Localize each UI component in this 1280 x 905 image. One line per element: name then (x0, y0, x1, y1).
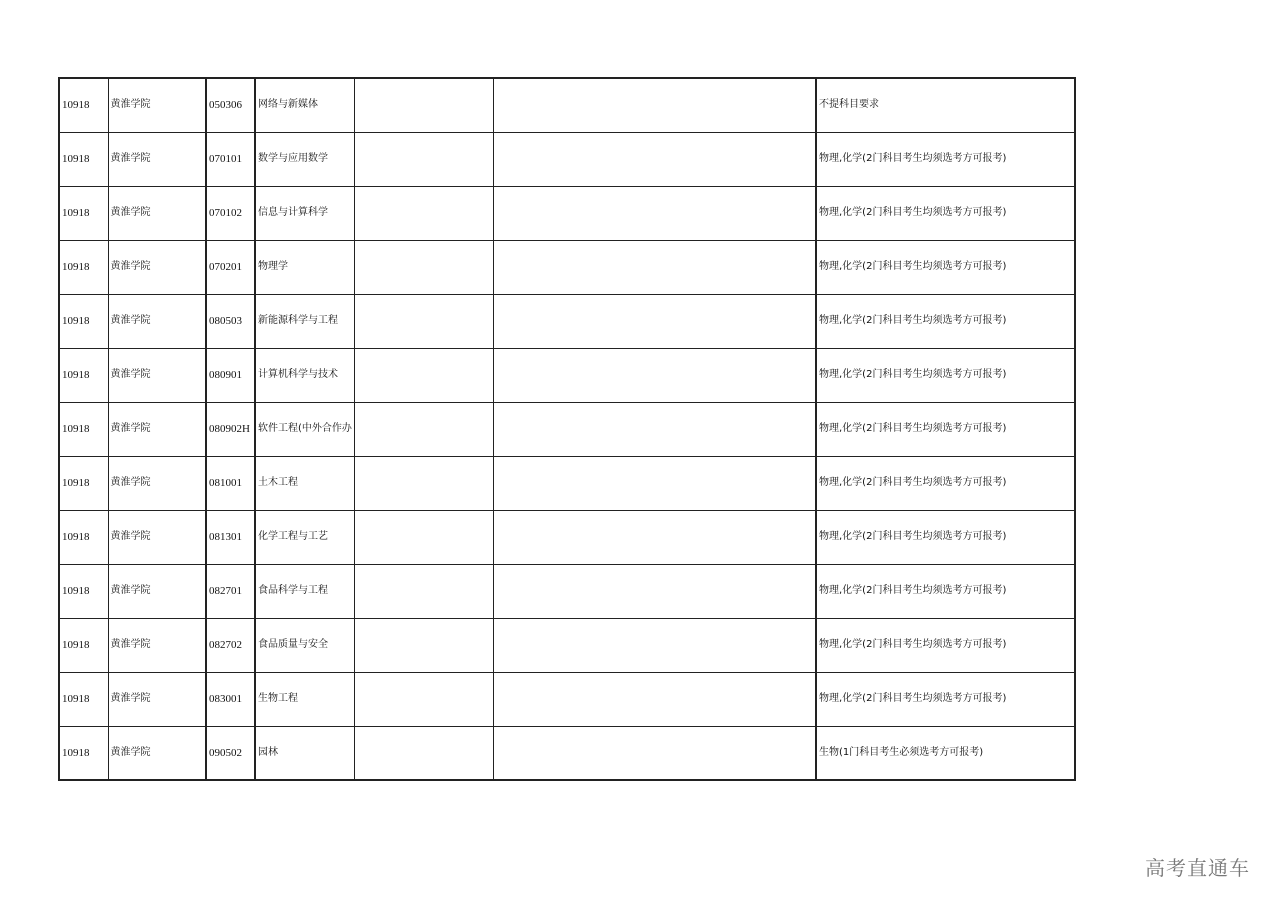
major-name-cell: 计算机科学与技术 (255, 348, 354, 402)
school-name-cell: 黄淮学院 (108, 456, 206, 510)
empty-cell (493, 672, 816, 726)
empty-cell (354, 78, 493, 132)
school-name-cell: 黄淮学院 (108, 402, 206, 456)
school-code-cell: 10918 (59, 348, 108, 402)
empty-cell (493, 348, 816, 402)
school-code-cell: 10918 (59, 564, 108, 618)
school-name-cell: 黄淮学院 (108, 672, 206, 726)
requirement-cell: 物理,化学(2门科目考生均须选考方可报考) (816, 132, 1075, 186)
school-name-cell: 黄淮学院 (108, 240, 206, 294)
school-code-cell: 10918 (59, 402, 108, 456)
requirement-cell: 物理,化学(2门科目考生均须选考方可报考) (816, 456, 1075, 510)
empty-cell (354, 564, 493, 618)
school-code-cell: 10918 (59, 672, 108, 726)
major-code-cell: 082701 (206, 564, 255, 618)
table-row (59, 402, 1075, 456)
table-row (59, 240, 1075, 294)
empty-cell (354, 726, 493, 780)
empty-cell (354, 510, 493, 564)
major-code-cell: 050306 (206, 78, 255, 132)
requirement-cell: 物理,化学(2门科目考生均须选考方可报考) (816, 510, 1075, 564)
table-row (59, 348, 1075, 402)
requirement-cell: 物理,化学(2门科目考生均须选考方可报考) (816, 348, 1075, 402)
subject-requirements-table (58, 77, 1076, 781)
requirement-cell: 物理,化学(2门科目考生均须选考方可报考) (816, 618, 1075, 672)
table-row (59, 186, 1075, 240)
major-code-cell: 082702 (206, 618, 255, 672)
watermark-text: 高考直通车 (1145, 856, 1250, 880)
empty-cell (493, 294, 816, 348)
empty-cell (354, 402, 493, 456)
requirement-cell: 不提科目要求 (816, 78, 1075, 132)
empty-cell (493, 564, 816, 618)
empty-cell (354, 132, 493, 186)
school-code-cell: 10918 (59, 78, 108, 132)
major-code-cell: 083001 (206, 672, 255, 726)
major-name-cell: 化学工程与工艺 (255, 510, 354, 564)
school-name-cell: 黄淮学院 (108, 78, 206, 132)
school-code-cell: 10918 (59, 456, 108, 510)
table-row (59, 294, 1075, 348)
table-row (59, 132, 1075, 186)
school-name-cell: 黄淮学院 (108, 294, 206, 348)
major-name-cell: 数学与应用数学 (255, 132, 354, 186)
requirement-cell: 生物(1门科目考生必须选考方可报考) (816, 726, 1075, 780)
major-code-cell: 081001 (206, 456, 255, 510)
empty-cell (493, 132, 816, 186)
major-name-cell: 土木工程 (255, 456, 354, 510)
school-name-cell: 黄淮学院 (108, 510, 206, 564)
table-row (59, 564, 1075, 618)
school-name-cell: 黄淮学院 (108, 348, 206, 402)
school-code-cell: 10918 (59, 240, 108, 294)
empty-cell (493, 726, 816, 780)
school-name-cell: 黄淮学院 (108, 726, 206, 780)
empty-cell (493, 456, 816, 510)
table-row (59, 456, 1075, 510)
major-code-cell: 080902H (206, 402, 255, 456)
empty-cell (354, 456, 493, 510)
major-code-cell: 080503 (206, 294, 255, 348)
empty-cell (493, 402, 816, 456)
major-name-cell: 新能源科学与工程 (255, 294, 354, 348)
school-name-cell: 黄淮学院 (108, 564, 206, 618)
school-code-cell: 10918 (59, 726, 108, 780)
major-name-cell: 食品科学与工程 (255, 564, 354, 618)
empty-cell (493, 78, 816, 132)
requirement-cell: 物理,化学(2门科目考生均须选考方可报考) (816, 294, 1075, 348)
school-code-cell: 10918 (59, 294, 108, 348)
major-name-cell: 食品质量与安全 (255, 618, 354, 672)
requirement-cell: 物理,化学(2门科目考生均须选考方可报考) (816, 186, 1075, 240)
major-code-cell: 080901 (206, 348, 255, 402)
major-name-cell: 信息与计算科学 (255, 186, 354, 240)
requirement-cell: 物理,化学(2门科目考生均须选考方可报考) (816, 240, 1075, 294)
empty-cell (354, 672, 493, 726)
empty-cell (493, 240, 816, 294)
school-code-cell: 10918 (59, 186, 108, 240)
school-code-cell: 10918 (59, 132, 108, 186)
empty-cell (493, 186, 816, 240)
table-body (59, 78, 1075, 780)
school-code-cell: 10918 (59, 510, 108, 564)
requirement-cell: 物理,化学(2门科目考生均须选考方可报考) (816, 402, 1075, 456)
major-code-cell: 070201 (206, 240, 255, 294)
empty-cell (354, 294, 493, 348)
school-code-cell: 10918 (59, 618, 108, 672)
requirement-cell: 物理,化学(2门科目考生均须选考方可报考) (816, 672, 1075, 726)
major-code-cell: 081301 (206, 510, 255, 564)
major-name-cell: 生物工程 (255, 672, 354, 726)
table-row (59, 618, 1075, 672)
table-row (59, 510, 1075, 564)
major-code-cell: 070101 (206, 132, 255, 186)
empty-cell (493, 618, 816, 672)
major-name-cell: 软件工程(中外合作办 (255, 402, 354, 456)
major-name-cell: 网络与新媒体 (255, 78, 354, 132)
school-name-cell: 黄淮学院 (108, 132, 206, 186)
major-code-cell: 070102 (206, 186, 255, 240)
school-name-cell: 黄淮学院 (108, 186, 206, 240)
table-row (59, 672, 1075, 726)
empty-cell (493, 510, 816, 564)
table-row (59, 726, 1075, 780)
major-code-cell: 090502 (206, 726, 255, 780)
major-name-cell: 园林 (255, 726, 354, 780)
empty-cell (354, 240, 493, 294)
empty-cell (354, 618, 493, 672)
empty-cell (354, 186, 493, 240)
empty-cell (354, 348, 493, 402)
table-row (59, 78, 1075, 132)
school-name-cell: 黄淮学院 (108, 618, 206, 672)
requirement-cell: 物理,化学(2门科目考生均须选考方可报考) (816, 564, 1075, 618)
major-name-cell: 物理学 (255, 240, 354, 294)
